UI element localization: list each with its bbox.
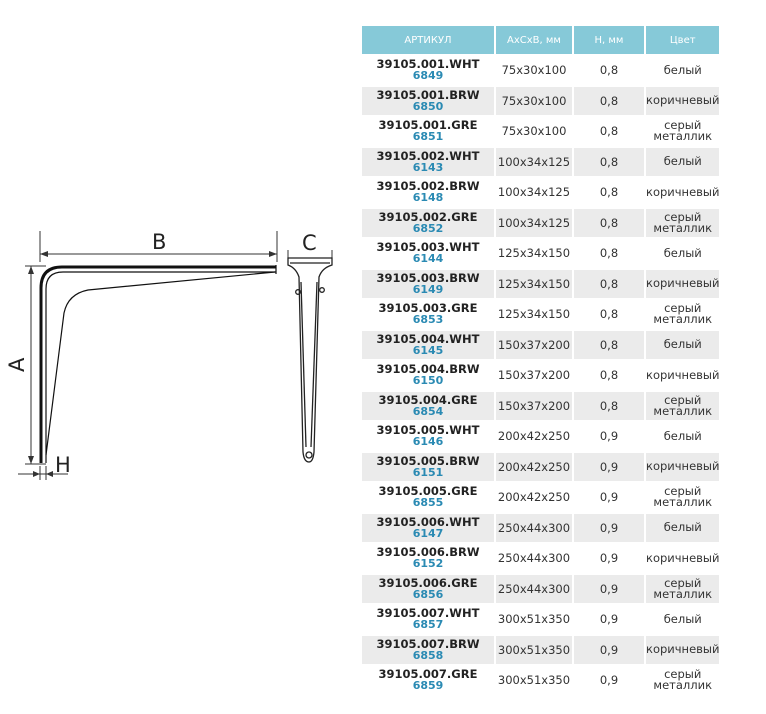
header-color: Цвет [646,26,719,54]
article-cell [362,117,494,146]
article-code: 6850 [412,99,444,113]
dimensions-cell: 250х44х300 [496,514,572,543]
color-cell: коричневый [646,361,719,390]
thickness-cell: 0,8 [574,392,644,421]
color-cell: серый металлик [646,483,719,512]
table-row [362,575,719,604]
table-row [362,56,719,85]
article-code: 6147 [412,526,444,540]
article-number: 39105.007.GRE [378,667,478,682]
thickness-cell: 0,9 [574,453,644,482]
table-row [362,239,719,268]
dimension-a-label: A [5,357,29,372]
article-number: 39105.005.GRE [378,484,478,499]
article-cell [362,209,494,238]
article-number: 39105.004.GRE [378,392,478,407]
color-cell: белый [646,148,719,177]
color-cell: коричневый [646,87,719,116]
dimensions-cell: 300х51х350 [496,636,572,665]
table-row [362,361,719,390]
article-code: 6856 [412,587,444,601]
color-cell: серый металлик [646,666,719,695]
table-row [362,605,719,634]
thickness-cell: 0,8 [574,300,644,329]
table-row [362,483,719,512]
article-cell [362,453,494,482]
bracket-front-view [288,258,332,462]
table-row [362,270,719,299]
thickness-cell: 0,9 [574,514,644,543]
thickness-cell: 0,8 [574,331,644,360]
thickness-cell: 0,8 [574,178,644,207]
dimensions-cell: 125х34х150 [496,300,572,329]
article-cell [362,148,494,177]
table-row [362,117,719,146]
article-cell [362,575,494,604]
thickness-cell: 0,9 [574,666,644,695]
table-row [362,666,719,695]
thickness-cell: 0,8 [574,209,644,238]
table-row [362,209,719,238]
article-code: 6858 [412,648,444,662]
article-code: 6854 [412,404,444,418]
color-cell: белый [646,605,719,634]
dimensions-cell: 200х42х250 [496,453,572,482]
article-number: 39105.001.BRW [376,87,480,102]
thickness-cell: 0,8 [574,117,644,146]
dimensions-cell: 100х34х125 [496,148,572,177]
article-cell [362,331,494,360]
color-cell: коричневый [646,544,719,573]
article-cell [362,300,494,329]
header-article: АРТИКУЛ [362,26,494,54]
article-number: 39105.007.BRW [376,636,480,651]
header-dimensions: АхСхВ, мм [496,26,572,54]
thickness-cell: 0,9 [574,483,644,512]
article-code: 6853 [412,313,444,327]
header-thickness: Н, мм [574,26,644,54]
table-body [362,56,719,695]
bracket-side-view [41,265,276,463]
article-number: 39105.003.WHT [376,240,480,255]
dimension-h-label: H [55,453,71,477]
article-code: 6151 [412,465,444,479]
thickness-cell: 0,9 [574,636,644,665]
thickness-cell: 0,8 [574,148,644,177]
article-cell [362,422,494,451]
article-cell [362,239,494,268]
dimensions-cell: 200х42х250 [496,422,572,451]
dimension-c-label: C [302,231,317,255]
dimensions-cell: 300х51х350 [496,666,572,695]
article-number: 39105.001.GRE [378,118,478,133]
article-code: 6152 [412,557,444,571]
dimensions-cell: 75х30х100 [496,117,572,146]
color-cell: серый металлик [646,209,719,238]
dimensions-cell: 200х42х250 [496,483,572,512]
dimensions-cell: 150х37х200 [496,331,572,360]
article-number: 39105.005.WHT [376,423,480,438]
dimensions-cell: 300х51х350 [496,605,572,634]
color-cell: белый [646,514,719,543]
article-cell [362,636,494,665]
color-cell: белый [646,422,719,451]
color-cell: белый [646,331,719,360]
article-cell [362,544,494,573]
article-code: 6849 [412,69,444,83]
thickness-cell: 0,8 [574,87,644,116]
article-cell [362,666,494,695]
table-row [362,514,719,543]
article-number: 39105.003.GRE [378,301,478,316]
dimensions-cell: 100х34х125 [496,209,572,238]
table-row [362,392,719,421]
article-number: 39105.002.WHT [376,148,480,163]
article-code: 6146 [412,435,444,449]
article-number: 39105.007.WHT [376,606,480,621]
table-row [362,148,719,177]
dimensions-cell: 250х44х300 [496,544,572,573]
thickness-cell: 0,9 [574,422,644,451]
dimensions-cell: 125х34х150 [496,239,572,268]
dimensions-cell: 150х37х200 [496,361,572,390]
color-cell: белый [646,56,719,85]
article-number: 39105.002.GRE [378,209,478,224]
article-cell [362,56,494,85]
article-cell [362,605,494,634]
article-cell [362,270,494,299]
table-row [362,178,719,207]
article-code: 6145 [412,343,444,357]
article-code: 6149 [412,282,444,296]
article-number: 39105.004.BRW [376,362,480,377]
spec-table [360,24,721,697]
color-cell: белый [646,239,719,268]
article-code: 6851 [412,130,444,144]
article-number: 39105.006.BRW [376,545,480,560]
color-cell: коричневый [646,636,719,665]
article-cell [362,361,494,390]
dimensions-cell: 150х37х200 [496,392,572,421]
article-number: 39105.005.BRW [376,453,480,468]
article-code: 6148 [412,191,444,205]
table-header-row [362,26,719,54]
thickness-cell: 0,9 [574,575,644,604]
thickness-cell: 0,8 [574,270,644,299]
article-number: 39105.006.GRE [378,575,478,590]
article-cell [362,178,494,207]
article-number: 39105.002.BRW [376,179,480,194]
bracket-drawing [0,0,360,714]
table-row [362,87,719,116]
dimensions-cell: 100х34х125 [496,178,572,207]
thickness-cell: 0,8 [574,239,644,268]
article-number: 39105.001.WHT [376,57,480,72]
article-cell [362,514,494,543]
article-code: 6150 [412,374,444,388]
table-row [362,300,719,329]
article-cell [362,87,494,116]
article-code: 6857 [412,618,444,632]
article-cell [362,483,494,512]
color-cell: коричневый [646,270,719,299]
table-row [362,422,719,451]
color-cell: серый металлик [646,117,719,146]
table-row [362,453,719,482]
table-row [362,636,719,665]
article-code: 6143 [412,160,444,174]
thickness-cell: 0,8 [574,361,644,390]
article-code: 6852 [412,221,444,235]
dimensions-cell: 250х44х300 [496,575,572,604]
color-cell: коричневый [646,453,719,482]
dimensions-cell: 125х34х150 [496,270,572,299]
article-number: 39105.003.BRW [376,270,480,285]
article-number: 39105.004.WHT [376,331,480,346]
dimensions-cell: 75х30х100 [496,56,572,85]
thickness-cell: 0,9 [574,544,644,573]
thickness-cell: 0,8 [574,56,644,85]
article-cell [362,392,494,421]
dimension-b-label: B [152,230,167,254]
article-code: 6855 [412,496,444,510]
article-number: 39105.006.WHT [376,514,480,529]
color-cell: серый металлик [646,392,719,421]
color-cell: серый металлик [646,300,719,329]
dimensions-cell: 75х30х100 [496,87,572,116]
table-row [362,331,719,360]
color-cell: коричневый [646,178,719,207]
article-code: 6144 [412,252,444,266]
table-row [362,544,719,573]
article-code: 6859 [412,679,444,693]
thickness-cell: 0,9 [574,605,644,634]
color-cell: серый металлик [646,575,719,604]
